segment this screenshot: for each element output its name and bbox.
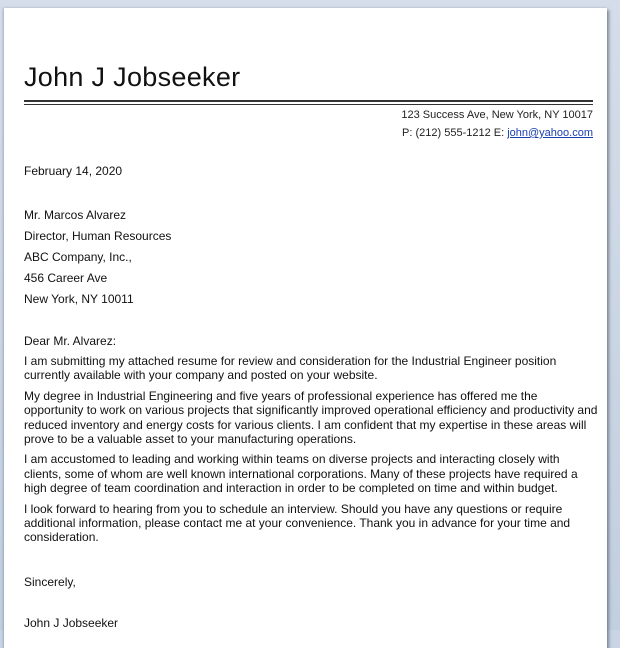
body-paragraph: My degree in Industrial Engineering and five years of professional experience has offered me the opportunity to work on various projects that significantly improved operational efficiency and productivity and reduced inventory and energy costs for various clients. I am confident that my expertise in these areas will prove to be a valuable asset to your manufacturing operations. xyxy=(24,388,598,447)
closing: Sincerely, xyxy=(24,575,76,589)
body-paragraph: I look forward to hearing from you to schedule an interview. Should you have any questions or require additional information, please contact me at your convenience. Thank you in advance for your time and consideration. xyxy=(24,501,571,545)
sender-name: John J Jobseeker xyxy=(24,62,241,92)
recipient-company: ABC Company, Inc., xyxy=(24,250,132,264)
recipient-city: New York, NY 10011 xyxy=(24,292,134,306)
header-rule-thick xyxy=(24,100,593,102)
recipient-block xyxy=(24,205,171,310)
recipient-title: Director, Human Resources xyxy=(24,229,172,243)
sender-phone: P: (212) 555-1212 E: xyxy=(402,127,508,139)
sender-contact xyxy=(401,106,593,142)
sender-address: 123 Success Ave, New York, NY 10017 xyxy=(401,109,593,121)
letter-body xyxy=(24,354,599,551)
sender-email-link[interactable]: john@yahoo.com xyxy=(507,127,593,139)
letter-page xyxy=(4,8,607,648)
signature-name: John J Jobseeker xyxy=(24,616,119,630)
body-paragraph: I am accustomed to leading and working within teams on diverse projects and interacting closely with clients, some of whom are well known international corporations. Many of these projects have required a high degree of team coordination and interaction in order to be completed on time and within budget. xyxy=(24,452,578,496)
header-rule-thin xyxy=(24,104,593,105)
recipient-name: Mr. Marcos Alvarez xyxy=(24,208,127,222)
sender-phone-email xyxy=(401,124,593,142)
recipient-street: 456 Career Ave xyxy=(24,271,108,285)
salutation: Dear Mr. Alvarez: xyxy=(24,334,117,348)
letter-date: February 14, 2020 xyxy=(24,164,123,178)
body-paragraph: I am submitting my attached resume for review and consideration for the Industrial Engineer position currently available with your company and posted on your website. xyxy=(24,354,557,383)
